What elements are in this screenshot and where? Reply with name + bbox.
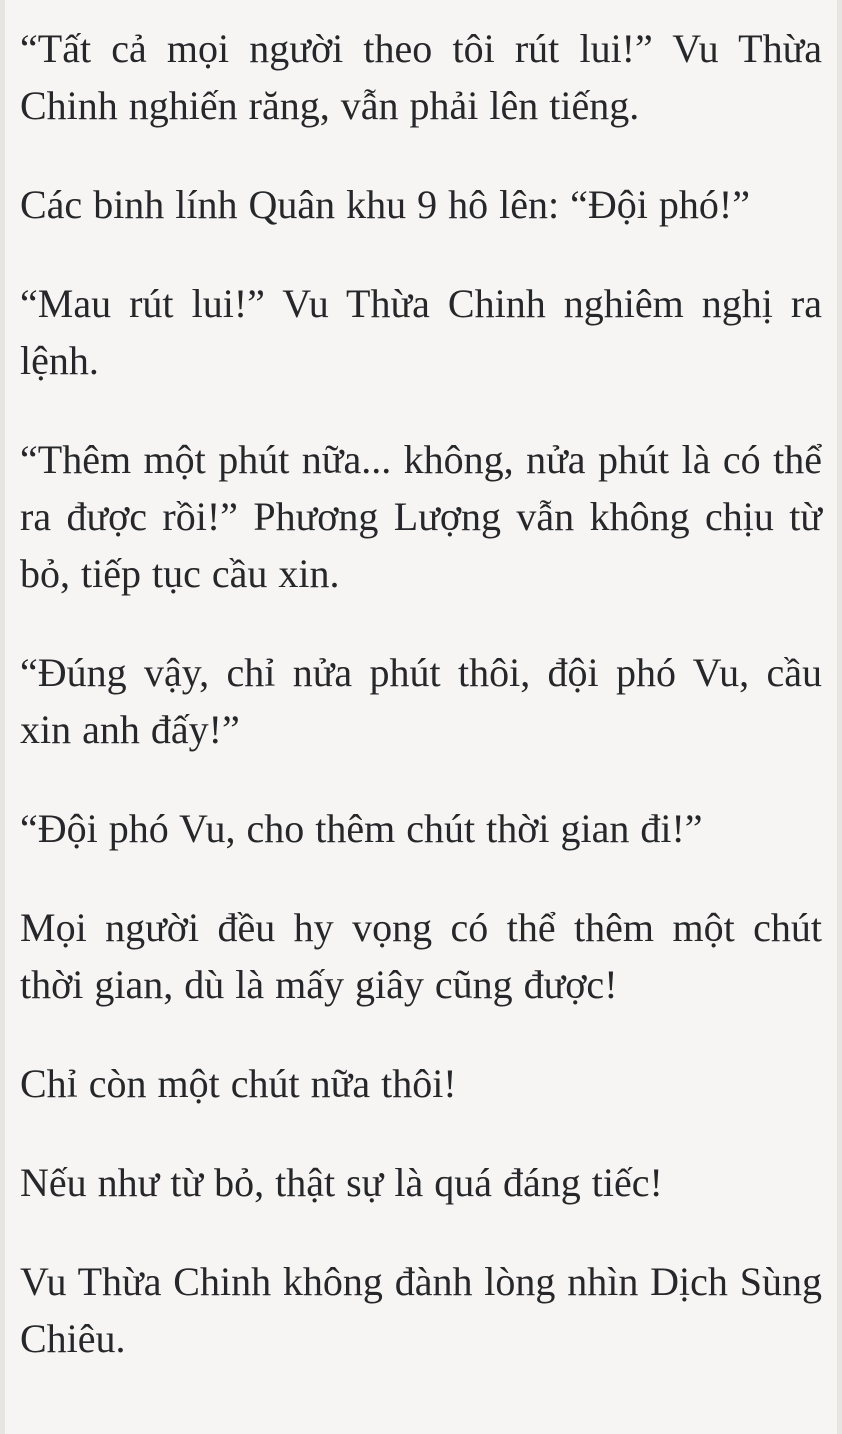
paragraph: Mọi người đều hy vọng có thể thêm một chút thời gian, dù là mấy giây cũng được! [20, 905, 822, 1007]
paragraph: Nếu như từ bỏ, thật sự là quá đáng tiếc! [20, 1160, 663, 1205]
paragraph: “Tất cả mọi người theo tôi rút lui!” Vu Thừa Chinh nghiến răng, vẫn phải lên tiếng. [20, 26, 822, 128]
paragraph: “Đội phó Vu, cho thêm chút thời gian đi!” [20, 806, 703, 851]
paragraph: Các binh lính Quân khu 9 hô lên: “Đội phó!” [20, 182, 750, 227]
paragraph: “Mau rút lui!” Vu Thừa Chinh nghiêm nghị ra lệnh. [20, 281, 822, 383]
paragraph: Chỉ còn một chút nữa thôi! [20, 1061, 457, 1106]
page-left-edge [0, 0, 5, 1434]
page-right-edge [837, 0, 842, 1434]
paragraph: “Đúng vậy, chỉ nửa phút thôi, đội phó Vu, cầu xin anh đấy!” [20, 650, 822, 752]
paragraph: “Thêm một phút nữa... không, nửa phút là có thể ra được rồi!” Phương Lượng vẫn không chịu từ bỏ, tiếp tục cầu xin. [20, 437, 822, 596]
paragraph: Vu Thừa Chinh không đành lòng nhìn Dịch Sùng Chiêu. [20, 1259, 822, 1361]
